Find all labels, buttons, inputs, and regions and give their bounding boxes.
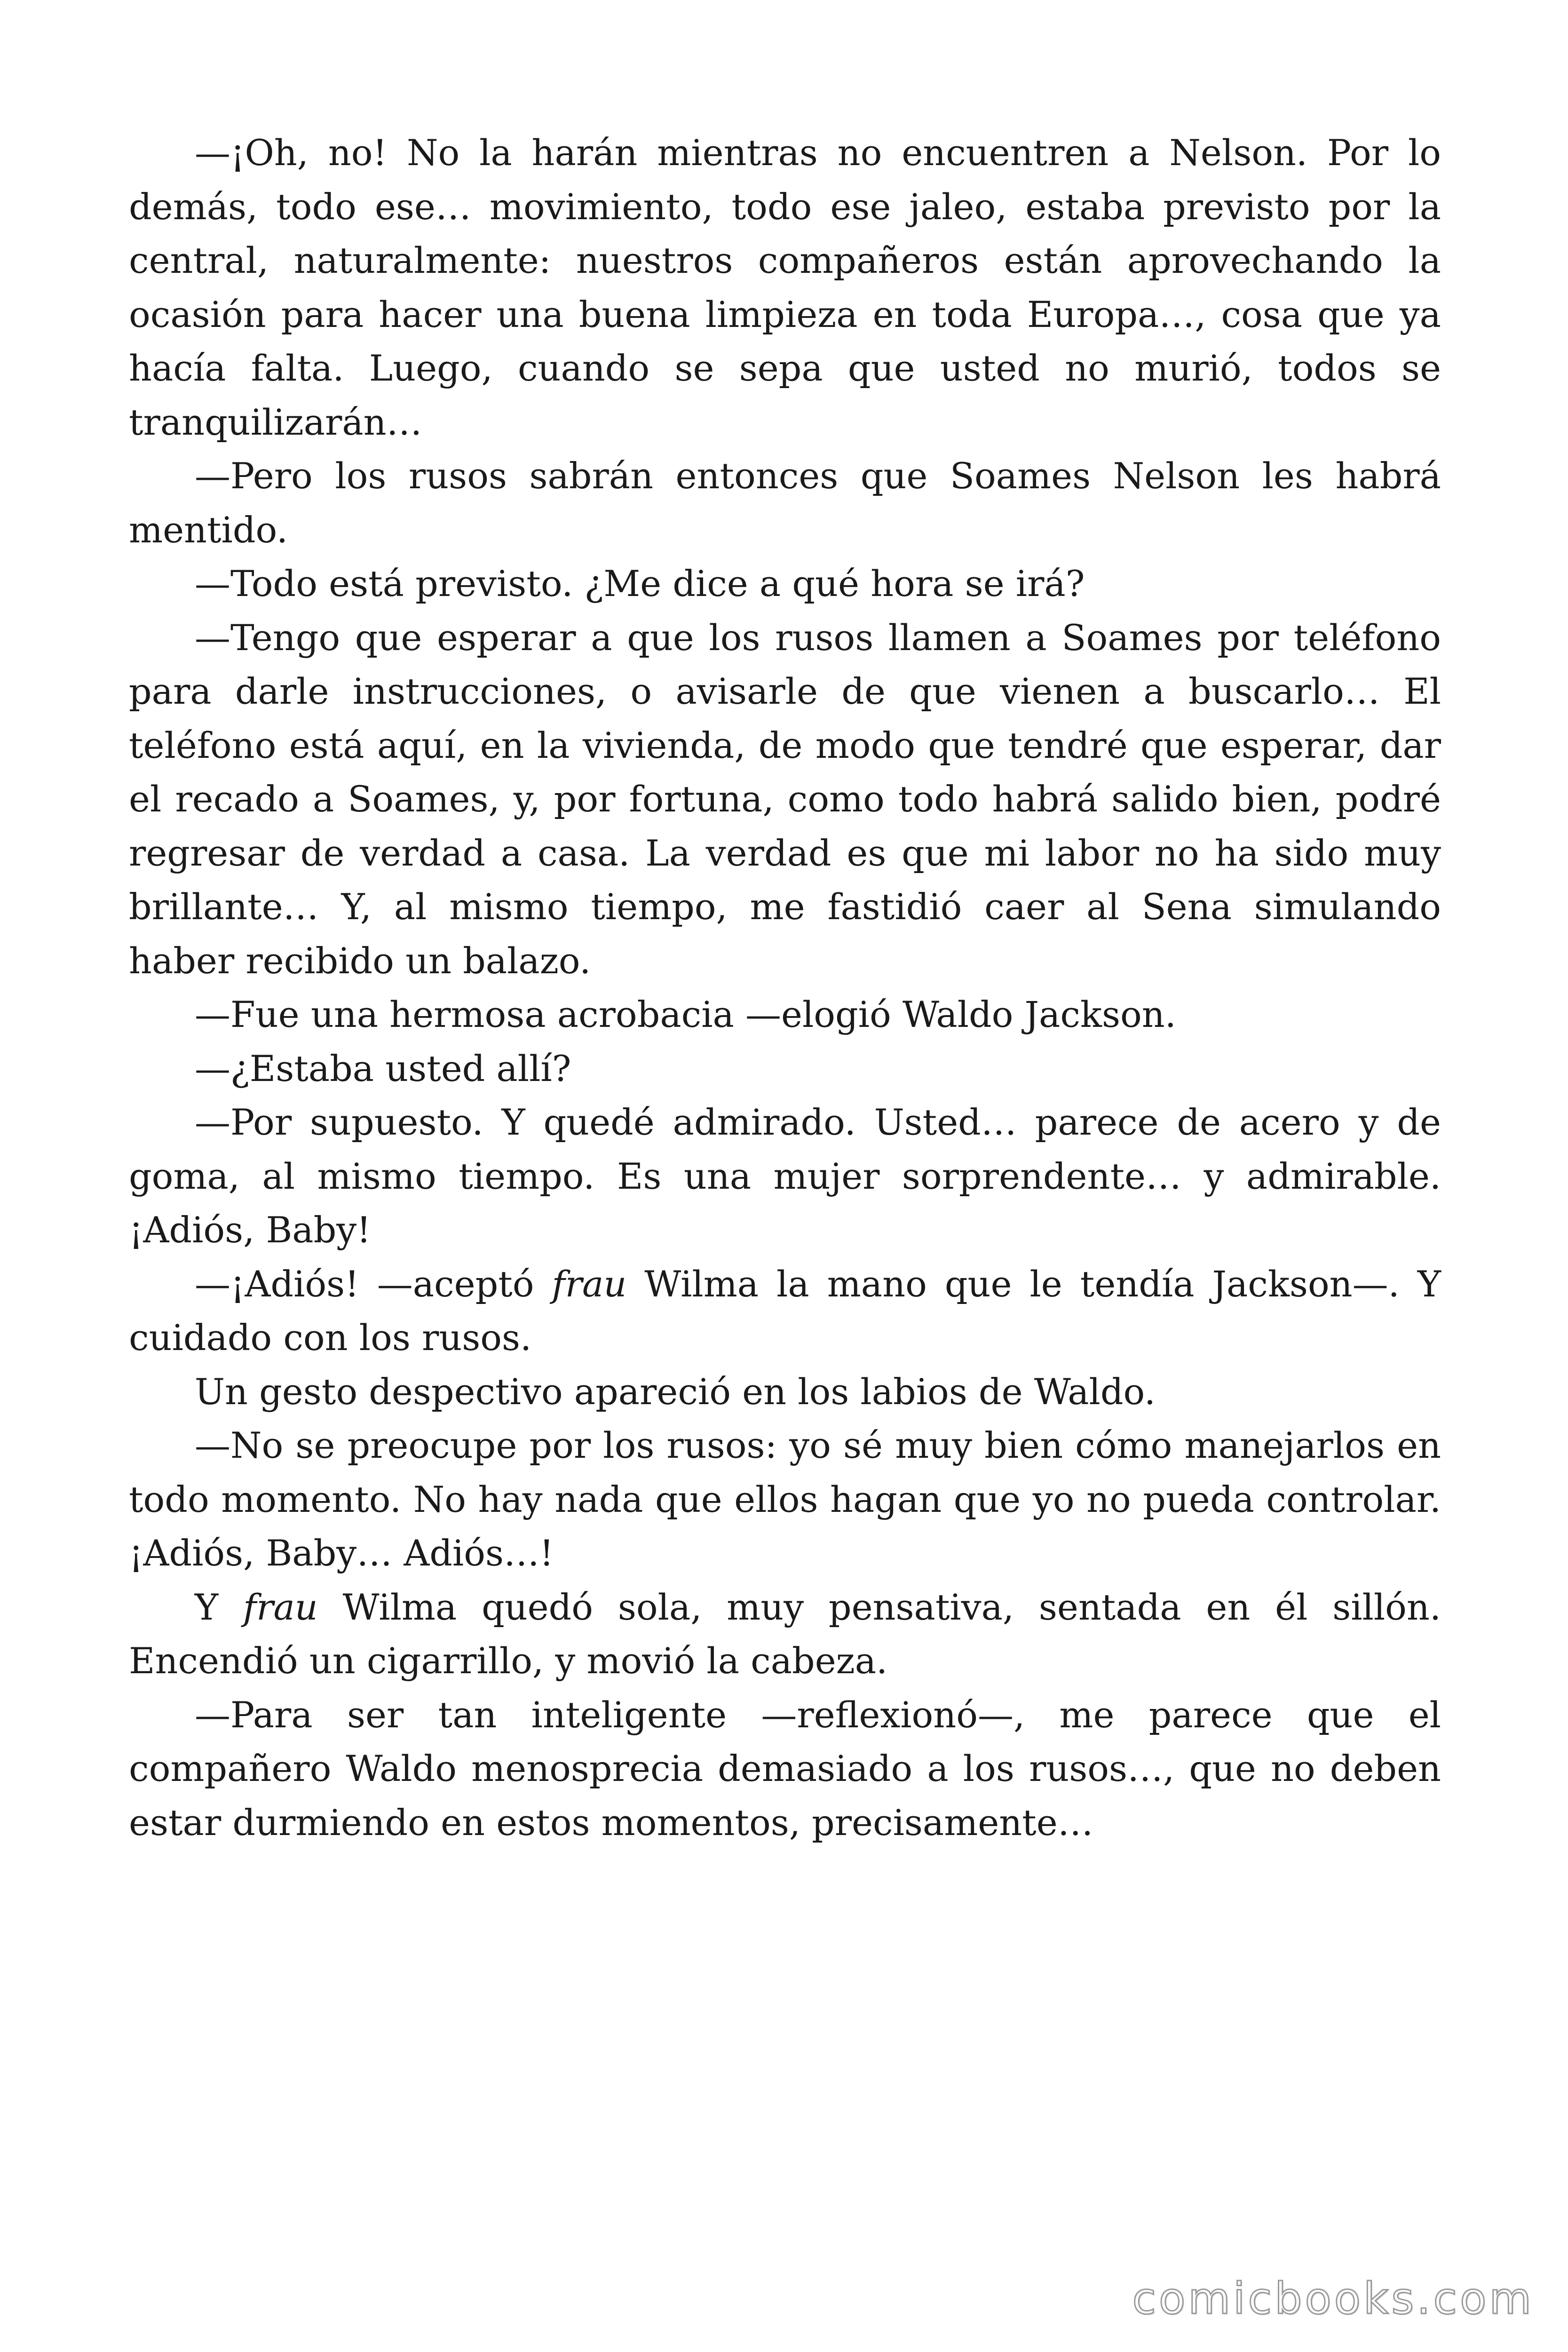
paragraph-text: —Por supuesto. Y quedé admirado. Usted… parece de acero y de goma, al mismo tiempo. Es una mujer sorprendente… y admirable. ¡Adiós, Baby! [129, 1101, 1441, 1251]
italic-word: frau [552, 1263, 627, 1305]
italic-word: frau [243, 1586, 318, 1628]
paragraph [129, 126, 1441, 449]
page-body-text [129, 126, 1441, 1850]
paragraph-text: —Tengo que esperar a que los rusos llamen a Soames por teléfono para darle instrucciones, o avisarle de que vienen a buscarlo… El teléfono está aquí, en la vivienda, de modo que tendré que esperar, dar el recado a Soames, y, por fortuna, como todo habrá salido bien, podré regresar de verdad a casa. La verdad es que mi labor no ha sido muy brillante… Y, al mismo tiempo, me fastidió caer al Sena simulando haber recibido un balazo. [129, 616, 1441, 982]
paragraph [129, 1581, 1441, 1688]
paragraph [129, 1419, 1441, 1581]
paragraph-text: —¡Oh, no! No la harán mientras no encuentren a Nelson. Por lo demás, todo ese… movimiento, todo ese jaleo, estaba previsto por la central, naturalmente: nuestros compañeros están aprovechando la ocasión para hacer una buena limpieza en toda Europa…, cosa que ya hacía falta. Luego, cuando se sepa que usted no murió, todos se tranquilizarán… [129, 132, 1441, 443]
paragraph [129, 449, 1441, 557]
paragraph [129, 1257, 1441, 1365]
paragraph-text: —Todo está previsto. ¿Me dice a qué hora se irá? [195, 563, 1085, 604]
paragraph [129, 988, 1441, 1042]
paragraph-text: —Fue una hermosa acrobacia —elogió Waldo Jackson. [195, 993, 1176, 1035]
paragraph-text: Y [195, 1586, 243, 1628]
paragraph-text: —¡Adiós! —aceptó [195, 1263, 552, 1305]
paragraph-text: Wilma la mano que le tendía Jackson—. Y cuidado con los rusos. [129, 1263, 1441, 1359]
paragraph [129, 1042, 1441, 1096]
paragraph [129, 1688, 1441, 1850]
paragraph-text: —No se preocupe por los rusos: yo sé muy bien cómo manejarlos en todo momento. No hay nada que ellos hagan que yo no pueda controlar. ¡Adiós, Baby… Adiós…! [129, 1424, 1441, 1574]
watermark: comicbooks.com [1132, 2273, 1534, 2324]
paragraph [129, 1096, 1441, 1257]
paragraph-text: —Pero los rusos sabrán entonces que Soames Nelson les habrá mentido. [129, 455, 1441, 551]
paragraph-text: Un gesto despectivo apareció en los labios de Waldo. [195, 1370, 1156, 1413]
paragraph [129, 1365, 1441, 1419]
paragraph [129, 557, 1441, 611]
paragraph [129, 611, 1441, 988]
paragraph-text: —Para ser tan inteligente —reflexionó—, me parece que el compañero Waldo menosprecia demasiado a los rusos…, que no deben estar durmiendo en estos momentos, precisamente… [129, 1693, 1441, 1843]
paragraph-text: Wilma quedó sola, muy pensativa, sentada en él sillón. Encendió un cigarrillo, y movió la cabeza. [129, 1586, 1441, 1682]
paragraph-text: —¿Estaba usted allí? [195, 1047, 571, 1089]
